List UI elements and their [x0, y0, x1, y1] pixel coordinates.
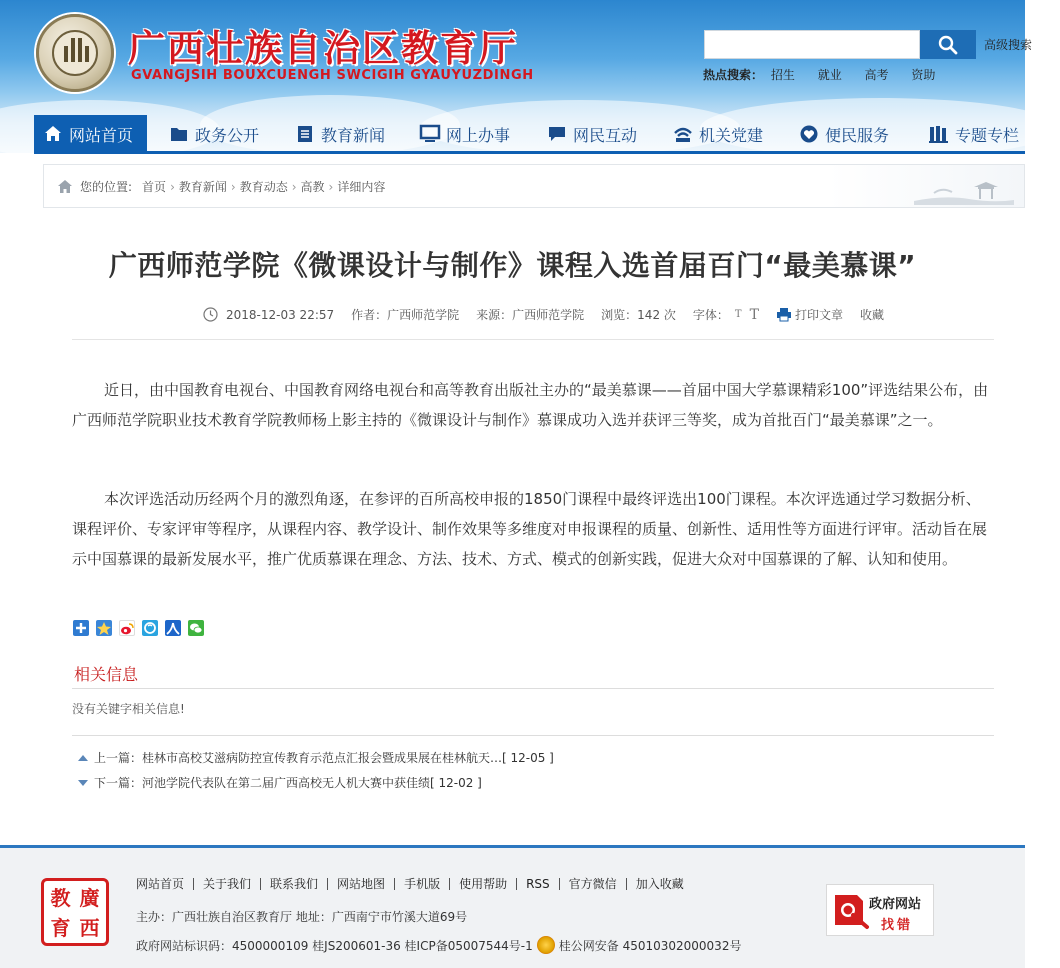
hot-term-link[interactable]: 资助 — [911, 68, 936, 82]
related-divider — [72, 688, 994, 689]
article-title: 广西师范学院《微课设计与制作》课程入选首届百门“最美慕课” — [108, 249, 917, 282]
chat-icon — [548, 125, 566, 143]
footer-link[interactable]: 联系我们 — [260, 878, 327, 890]
nav-home[interactable] — [34, 115, 147, 153]
footer-link[interactable]: 网站地图 — [327, 878, 394, 890]
chevron-right-icon: › — [230, 179, 236, 194]
breadcrumb — [58, 178, 385, 195]
nav-education-news[interactable] — [296, 115, 385, 153]
share-bar — [73, 620, 204, 636]
seal-char: 教 — [50, 886, 71, 910]
nav-underline — [34, 151, 1025, 154]
books-icon — [930, 125, 948, 143]
seal-char: 育 — [50, 916, 71, 940]
magnifier-icon — [833, 891, 869, 929]
footer-link[interactable]: 官方微信 — [559, 878, 626, 890]
footer-link[interactable]: 加入收藏 — [626, 878, 693, 890]
print-article-button[interactable]: 打印文章 — [794, 308, 843, 322]
emblem-bar — [85, 46, 89, 62]
breadcrumb-bar — [43, 164, 1025, 208]
hot-term-link[interactable]: 招生 — [770, 68, 795, 82]
nav-label: 政务公开 — [195, 125, 260, 145]
nav-public-services[interactable] — [800, 115, 889, 153]
site-logo-emblem[interactable] — [36, 14, 114, 92]
nav-label: 专题专栏 — [955, 125, 1020, 145]
next-article-link[interactable] — [78, 774, 482, 791]
breadcrumb-current: 详细内容 — [337, 180, 386, 194]
article-author: 作者：广西师范学院 — [351, 308, 460, 322]
seal-char: 廣 — [79, 886, 100, 910]
footer-link[interactable]: 关于我们 — [193, 878, 260, 890]
hot-search — [703, 66, 954, 83]
search-icon — [938, 35, 958, 55]
article-meta — [203, 306, 884, 323]
share-qzone-icon[interactable] — [96, 620, 112, 636]
error-report-label: 找错 — [881, 918, 914, 933]
chevron-right-icon: › — [170, 179, 175, 194]
next-article-text: 下一篇：河池学院代表队在第二届广西高校无人机大赛中获佳绩[ 12-02 ] — [94, 776, 482, 790]
footer-links — [136, 878, 693, 890]
share-tencent-icon[interactable] — [142, 620, 158, 636]
emblem-bar — [78, 38, 82, 62]
footer-link[interactable]: 使用帮助 — [449, 878, 516, 890]
breadcrumb-link[interactable]: 教育新闻 — [178, 180, 227, 194]
nav-label: 网民互动 — [573, 125, 638, 145]
search-button[interactable] — [920, 30, 976, 59]
site-title[interactable]: 广西壮族自治区教育厅 — [128, 26, 518, 70]
article-paragraph: 本次评选活动历经两个月的激烈角逐，在参评的百所高校申报的1850门课程中最终评选出100门课程。本次评选通过学习数据分析、课程评价、专家评审等程序，从课程内容、教学设计、制作效果等多维度对申报课程的质量、创新性、适用性等方面进行评审。活动旨在展示中国慕课的最新发展水平，推广优质慕课在理念、方法、技术、方式、模式的创新实践，促进大众对中国慕课的了解、认知和使用。 — [72, 490, 988, 568]
share-wechat-icon[interactable] — [188, 620, 204, 636]
article-divider — [72, 339, 994, 340]
printer-icon — [777, 308, 791, 321]
heart-icon — [800, 125, 818, 143]
footer-ids — [136, 936, 741, 954]
hot-term-link[interactable]: 高考 — [864, 68, 889, 82]
chevron-right-icon: › — [328, 179, 334, 194]
article-paragraph: 近日，由中国教育电视台、中国教育网络电视台和高等教育出版社主办的“最美慕课——首届中国大学慕课精彩100”评选结果公布，由广西师范学院职业技术教育学院教师杨上影主持的《微课设计与制作》慕课成功入选并获评三等奖，成为首批百门“最美慕课”之一。 — [72, 381, 989, 429]
prev-article-text: 上一篇：桂林市高校艾滋病防控宣传教育示范点汇报会暨成果展在桂林航天…[ 12-05 ] — [94, 751, 554, 765]
footer-site-ids: 政府网站标识码：4500000109 桂JS200601-36 桂ICP备05007544号-1 — [136, 938, 533, 953]
clock-icon — [203, 307, 218, 322]
prev-article-link[interactable] — [78, 749, 554, 766]
nav-label: 教育新闻 — [321, 125, 386, 145]
share-weibo-icon[interactable] — [119, 620, 135, 636]
footer-host-address: 主办：广西壮族自治区教育厅 地址：广西南宁市竹溪大道69号 — [136, 910, 468, 924]
chevron-right-icon: › — [291, 179, 297, 194]
footer-link[interactable]: RSS — [516, 878, 559, 890]
signal-icon — [674, 125, 692, 143]
emblem-bar — [64, 46, 68, 62]
font-small-button[interactable]: T — [734, 309, 742, 320]
breadcrumb-link[interactable]: 首页 — [142, 180, 167, 194]
nav-online-services[interactable] — [421, 115, 510, 153]
triangle-up-icon — [78, 755, 88, 761]
search-input[interactable] — [704, 30, 920, 59]
related-empty-text: 没有关键字相关信息! — [72, 702, 185, 716]
breadcrumb-label: 您的位置: — [80, 180, 133, 194]
document-icon — [296, 125, 314, 143]
monitor-icon — [421, 125, 439, 143]
favorite-button[interactable]: 收藏 — [859, 308, 884, 322]
font-size-label: 字体： — [692, 308, 729, 322]
footer-link[interactable]: 手机版 — [394, 878, 449, 890]
nav-government-affairs[interactable] — [170, 115, 259, 153]
article-views: 浏览：142 次 — [601, 308, 676, 322]
seal-char: 西 — [79, 916, 100, 940]
triangle-down-icon — [78, 780, 88, 786]
hot-search-label: 热点搜索： — [703, 68, 764, 82]
pavilion-decoration — [914, 173, 1014, 205]
share-more-icon[interactable] — [73, 620, 89, 636]
hot-term-link[interactable]: 就业 — [817, 68, 842, 82]
site-subtitle: GVANGJSIH BOUXCUENGH SWCIGIH GYAUYUZDINGH — [131, 68, 534, 83]
article-source: 来源：广西师范学院 — [476, 308, 585, 322]
advanced-search-link[interactable]: 高级搜索 — [984, 38, 1033, 52]
nav-label: 便民服务 — [825, 125, 890, 145]
footer-link[interactable]: 网站首页 — [136, 877, 185, 891]
article-datetime: 2018-12-03 22:57 — [226, 307, 335, 322]
related-info-title: 相关信息 — [74, 665, 139, 684]
gov-site-error-report-button[interactable] — [826, 884, 934, 936]
nav-label: 网站首页 — [69, 125, 134, 145]
footer-police-record[interactable]: 桂公网安备 45010302000032号 — [558, 938, 742, 953]
font-large-button[interactable]: T — [749, 306, 759, 323]
gov-site-label: 政府网站 — [869, 897, 922, 912]
prevnext-divider — [72, 735, 994, 736]
nav-label: 机关党建 — [699, 125, 764, 145]
main-nav — [0, 115, 1025, 153]
home-icon — [44, 125, 62, 143]
home-icon — [58, 180, 72, 193]
emblem-inner — [52, 30, 98, 76]
nav-party-building[interactable] — [674, 115, 763, 153]
footer-seal-logo — [41, 878, 109, 946]
emblem-bar — [71, 38, 75, 62]
folder-icon — [170, 125, 188, 143]
nav-label: 网上办事 — [446, 125, 511, 145]
share-renren-icon[interactable] — [165, 620, 181, 636]
police-badge-icon — [537, 936, 555, 954]
site-footer — [0, 845, 1025, 968]
nav-special-topics[interactable] — [930, 115, 1019, 153]
breadcrumb-link[interactable]: 高教 — [300, 180, 325, 194]
nav-citizen-interaction[interactable] — [548, 115, 637, 153]
breadcrumb-link[interactable]: 教育动态 — [239, 180, 288, 194]
